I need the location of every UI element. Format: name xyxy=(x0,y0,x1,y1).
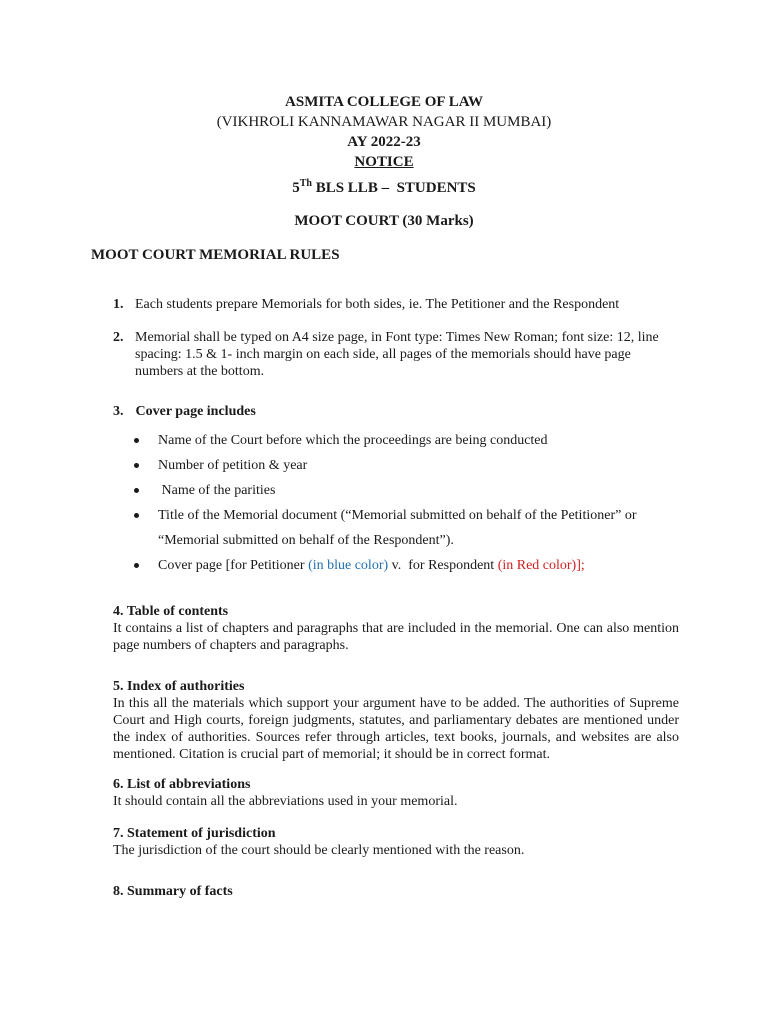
cover-page-title: Cover page includes xyxy=(135,404,256,419)
rule-item-1 xyxy=(113,296,678,313)
class-text: BLS LLB – STUDENTS xyxy=(311,180,476,196)
section-heading: 4. Table of contents xyxy=(113,604,229,619)
memorial-rules-title: MOOT COURT MEMORIAL RULES xyxy=(91,247,340,263)
notice-title: NOTICE xyxy=(354,154,414,170)
rule-text: Memorial shall be typed on A4 size page, in Font type: Times New Roman; font size: 12, line spacing: 1.5 & 1- inch margin on each side, all pages of the memorials should have page numbers at the bottom. xyxy=(135,330,659,379)
section-body: The jurisdiction of the court should be clearly mentioned with the reason. xyxy=(113,843,525,858)
section-list-of-abbreviations xyxy=(113,776,679,810)
section-body: It should contain all the abbreviations used in your memorial. xyxy=(113,794,458,809)
list-item: Name of the Court before which the proceedings are being conducted xyxy=(134,428,694,453)
bullet-icon xyxy=(134,563,139,568)
rule-number: 1. xyxy=(113,297,124,312)
list-item: Title of the Memorial document (“Memorial submitted on behalf of the Petitioner” or “Memorial submitted on behalf of the Respondent”). xyxy=(134,503,694,553)
class-number: 5 xyxy=(292,180,300,196)
list-item: Name of the parities xyxy=(134,478,694,503)
bullet-icon xyxy=(134,438,139,443)
section-body: It contains a list of chapters and paragraphs that are included in the memorial. One can also mention page numbers of chapters and paragraphs. xyxy=(113,621,679,653)
college-name: ASMITA COLLEGE OF LAW xyxy=(285,94,483,110)
bullet-icon xyxy=(134,488,139,493)
rule-item-2 xyxy=(113,329,678,380)
section-heading: 6. List of abbreviations xyxy=(113,777,251,792)
rule-text: Each students prepare Memorials for both sides, ie. The Petitioner and the Respondent xyxy=(135,297,620,312)
bullet-icon xyxy=(134,463,139,468)
rule-number: 2. xyxy=(113,330,124,345)
college-address: (VIKHROLI KANNAMAWAR NAGAR II MUMBAI) xyxy=(216,114,552,130)
section-index-of-authorities xyxy=(113,678,679,763)
class-suffix: Th xyxy=(299,178,312,189)
rule-number: 3. xyxy=(113,404,124,419)
list-item: Cover page [for Petitioner (in blue color) v. for Respondent (in Red color)]; xyxy=(134,553,694,578)
academic-year: AY 2022-23 xyxy=(347,134,421,150)
section-body: In this all the materials which support your argument have to be added. The authorities of Supreme Court and High courts, foreign judgments, statutes, and parliamentary debates are mentioned under the index of authorities. Sources refer through articles, text books, journals, and websites are also mentioned. Citation is crucial part of memorial; it should be in correct format. xyxy=(113,696,679,762)
section-heading: 5. Index of authorities xyxy=(113,679,245,694)
section-table-of-contents xyxy=(113,603,679,654)
list-item: Number of petition & year xyxy=(134,453,694,478)
section-heading: 7. Statement of jurisdiction xyxy=(113,826,276,841)
section-heading: 8. Summary of facts xyxy=(113,884,233,899)
cover-page-list xyxy=(134,428,694,578)
petitioner-color-note: (in blue color) xyxy=(308,558,389,573)
section-statement-of-jurisdiction xyxy=(113,825,679,859)
moot-court-title: MOOT COURT (30 Marks) xyxy=(294,213,474,229)
respondent-color-note: (in Red color)]; xyxy=(497,558,585,573)
notice-header xyxy=(0,92,768,172)
class-line xyxy=(0,180,768,197)
section-summary-of-facts xyxy=(113,883,679,900)
cover-page-heading xyxy=(113,403,256,420)
bullet-icon xyxy=(134,513,139,518)
